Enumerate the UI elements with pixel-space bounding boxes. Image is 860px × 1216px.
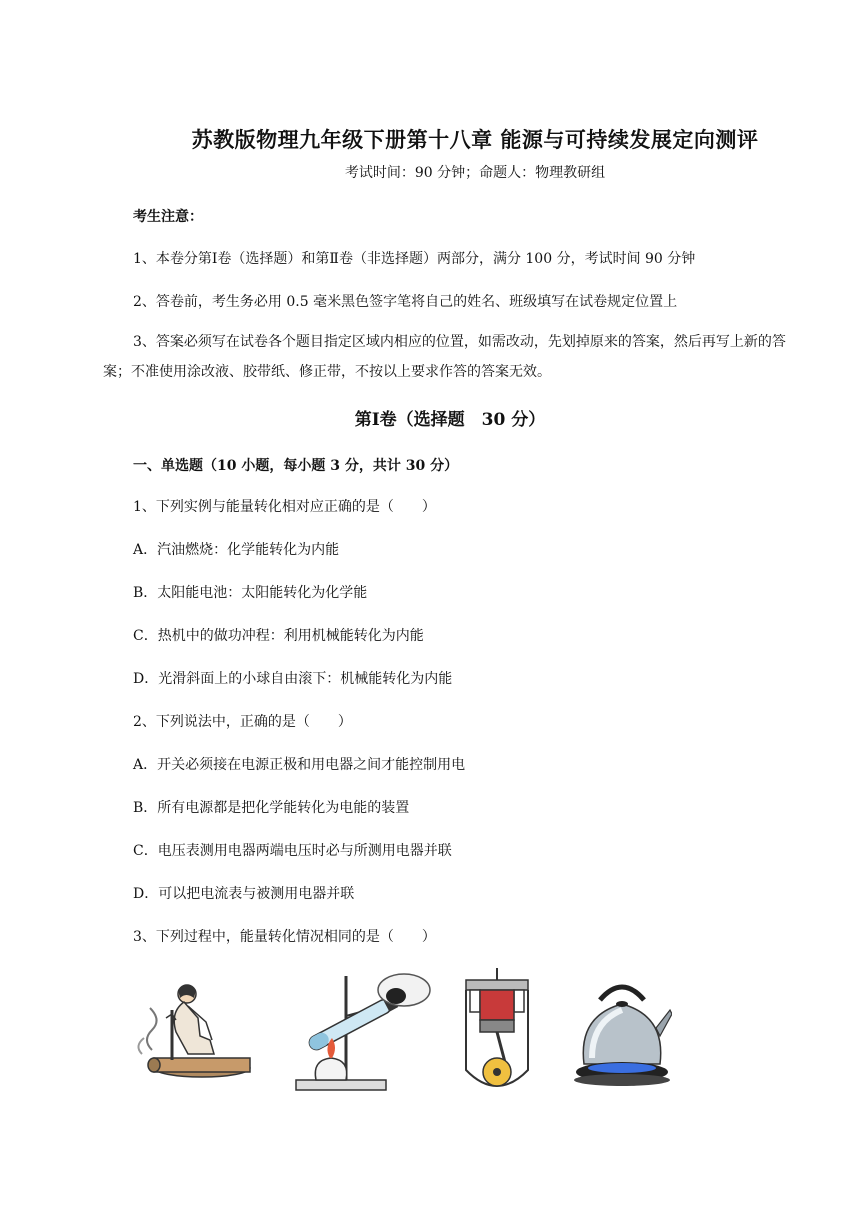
fire-drill-icon [132, 980, 252, 1085]
question-1-option-a: A．汽油燃烧：化学能转化为内能 [133, 542, 340, 558]
notice-heading: 考生注意： [133, 209, 203, 225]
notice-item-1: 1、本卷分第Ⅰ卷（选择题）和第Ⅱ卷（非选择题）两部分，满分 100 分，考试时间 90 分钟 [133, 251, 696, 267]
page-subtitle: 考试时间：90 分钟；命题人：物理教研组 [344, 165, 606, 181]
page-title: 苏教版物理九年级下册第十八章 能源与可持续发展定向测评 [191, 127, 759, 152]
part1-title: 第Ⅰ卷（选择题 30 分） [354, 410, 546, 430]
test-tube-steam-icon [286, 968, 436, 1098]
notice-item-3: 3、答案必须写在试卷各个题目指定区域内相应的位置，如需改动，先划掉原来的答案，然后再写上新的答案；不准使用涂改液、胶带纸、修正带，不按以上要求作答的答案无效。 [103, 334, 786, 380]
question-2-option-c: C．电压表测用电器两端电压时必与所测用电器并联 [133, 843, 452, 859]
question-2-option-d: D．可以把电流表与被测用电器并联 [133, 886, 355, 902]
section-heading: 一、单选题（10 小题，每小题 3 分，共计 30 分） [133, 458, 459, 474]
question-2-option-a: A．开关必须接在电源正极和用电器之间才能控制用电 [133, 757, 466, 773]
question-1-option-c: C．热机中的做功冲程：利用机械能转化为内能 [133, 628, 424, 644]
question-2-stem: 2、下列说法中，正确的是（ ） [133, 714, 352, 730]
notice-item-2: 2、答卷前，考生务必用 0.5 毫米黑色签字笔将自己的姓名、班级填写在试卷规定位置上 [133, 294, 678, 310]
kettle-stove-icon [572, 972, 672, 1090]
question-1-stem: 1、下列实例与能量转化相对应正确的是（ ） [133, 499, 436, 515]
question-1-option-d: D．光滑斜面上的小球自由滚下：机械能转化为内能 [133, 671, 453, 687]
question-1-option-b: B．太阳能电池：太阳能转化为化学能 [133, 585, 368, 601]
engine-stroke-icon [462, 966, 532, 1102]
question-2-option-b: B．所有电源都是把化学能转化为电能的装置 [133, 800, 410, 816]
question-3-stem: 3、下列过程中，能量转化情况相同的是（ ） [133, 929, 436, 945]
